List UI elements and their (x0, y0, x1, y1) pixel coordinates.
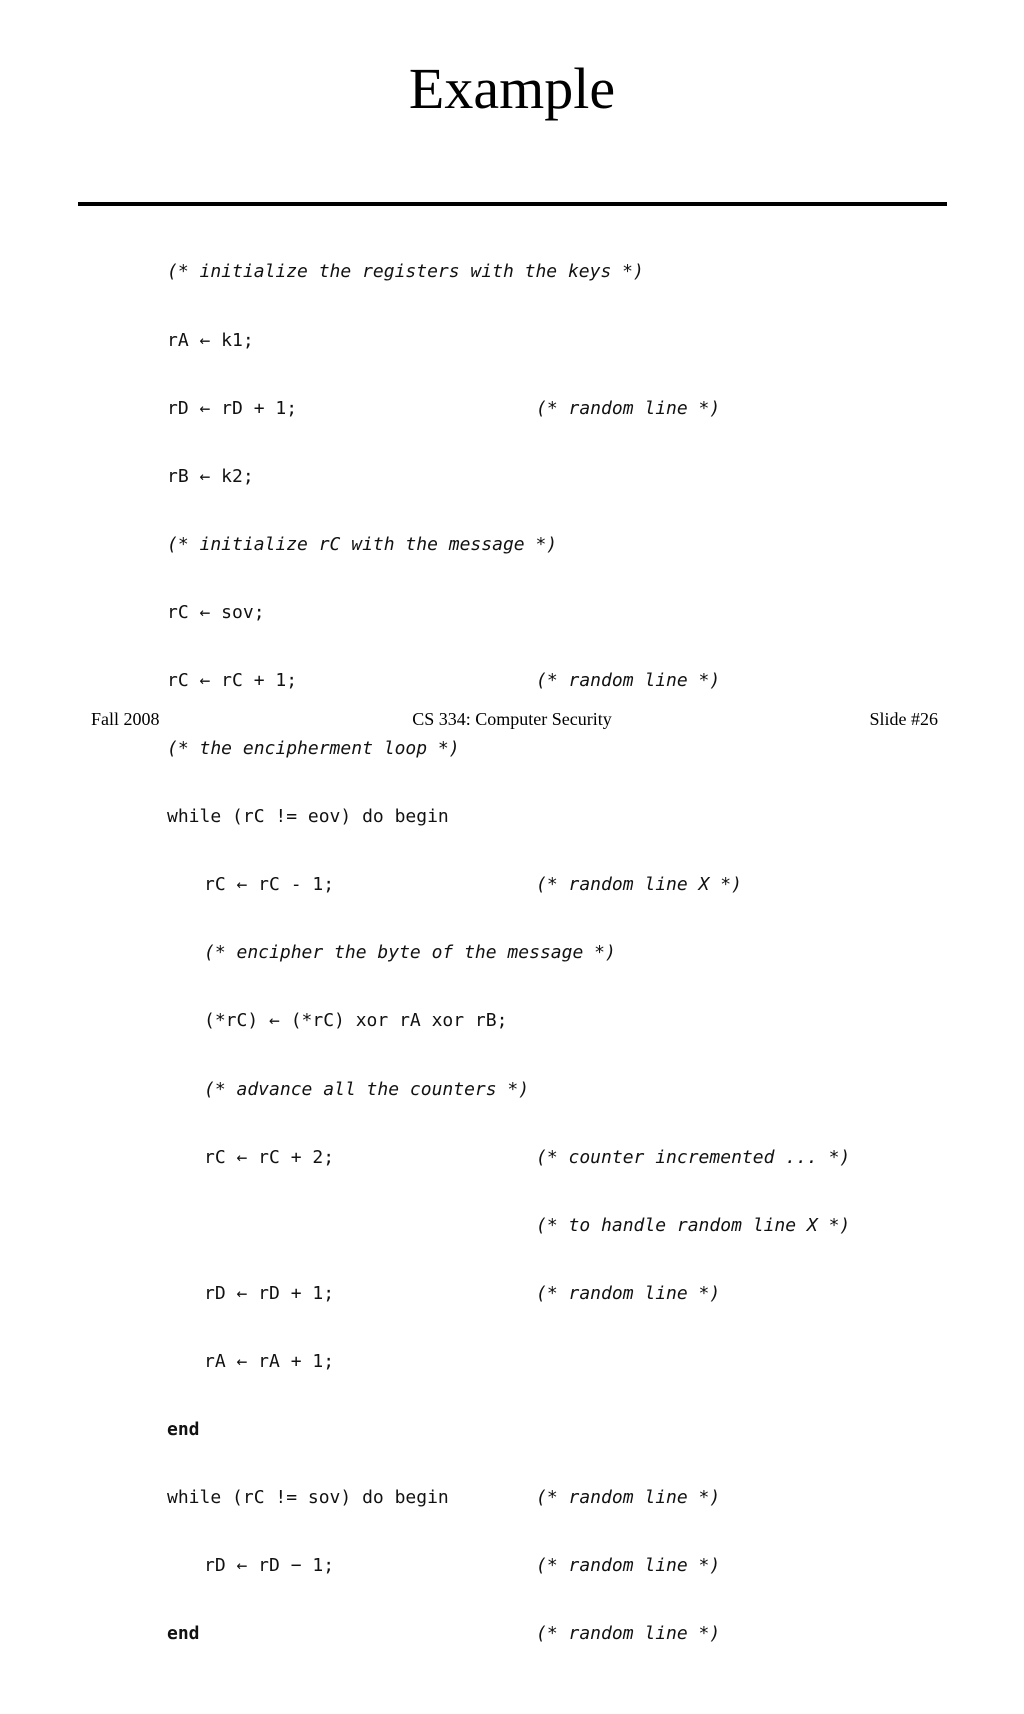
code-comment: (* random line *) (536, 669, 721, 691)
code-text: (* the encipherment loop *) (167, 738, 460, 760)
code-line (167, 738, 460, 761)
title-divider (78, 202, 947, 206)
footer-course: CS 334: Computer Security (412, 709, 612, 729)
code-text: (* advance all the counters *) (204, 1078, 530, 1100)
code-line (167, 261, 644, 284)
code-line (167, 1010, 508, 1033)
code-comment: (* random line *) (536, 1487, 721, 1509)
code-line (167, 806, 449, 829)
code-text: rD ← rD − 1; (204, 1555, 335, 1577)
code-text: rC ← sov; (167, 601, 265, 623)
code-line (167, 1555, 721, 1578)
code-text: (* encipher the byte of the message *) (204, 942, 616, 964)
code-text: end (167, 1623, 200, 1645)
code-line (167, 1419, 210, 1442)
code-line (167, 329, 254, 353)
code-line (167, 1282, 721, 1306)
footer-term: Fall 2008 (91, 709, 160, 729)
code-text: rA ← rA + 1; (204, 1350, 335, 1372)
code-text: rC ← rC + 1; (167, 669, 298, 691)
code-comment: (* random line *) (536, 1555, 721, 1577)
code-text: while (rC != eov) do begin (167, 806, 449, 828)
code-text: end (167, 1419, 200, 1440)
code-line (167, 397, 721, 421)
code-text: (*rC) ← (*rC) xor rA xor rB; (204, 1010, 508, 1032)
code-line (167, 942, 616, 965)
code-text: rB ← k2; (167, 465, 254, 487)
code-comment: (* counter incremented ... *) (536, 1146, 851, 1168)
code-line (167, 1350, 335, 1374)
code-comment: (* random line *) (536, 397, 721, 419)
code-line (167, 874, 742, 897)
code-text: rA ← k1; (167, 329, 254, 351)
code-comment: (* random line *) (536, 1282, 721, 1304)
code-comment: (* to handle random line X *) (536, 1214, 851, 1236)
code-line (167, 1146, 851, 1170)
code-comment: (* random line *) (536, 1623, 721, 1645)
code-line (167, 1214, 851, 1238)
code-line (167, 669, 721, 693)
code-line (167, 1078, 530, 1102)
code-line (167, 601, 265, 625)
code-line (167, 1623, 721, 1646)
code-comment: (* random line X *) (536, 874, 742, 896)
code-text: rD ← rD + 1; (167, 397, 298, 419)
footer-slide-number: Slide #26 (869, 709, 938, 729)
code-text: rD ← rD + 1; (204, 1282, 335, 1304)
code-text: rC ← rC + 2; (204, 1146, 335, 1168)
code-text: rC ← rC - 1; (204, 874, 335, 896)
code-text: (* initialize rC with the message *) (167, 533, 558, 555)
code-line (167, 465, 254, 489)
code-text: (* initialize the registers with the keys *) (167, 261, 644, 283)
code-text: while (rC != sov) do begin (167, 1487, 449, 1509)
slide-title: Example (408, 56, 616, 121)
code-line (167, 1487, 721, 1510)
code-line (167, 533, 558, 557)
